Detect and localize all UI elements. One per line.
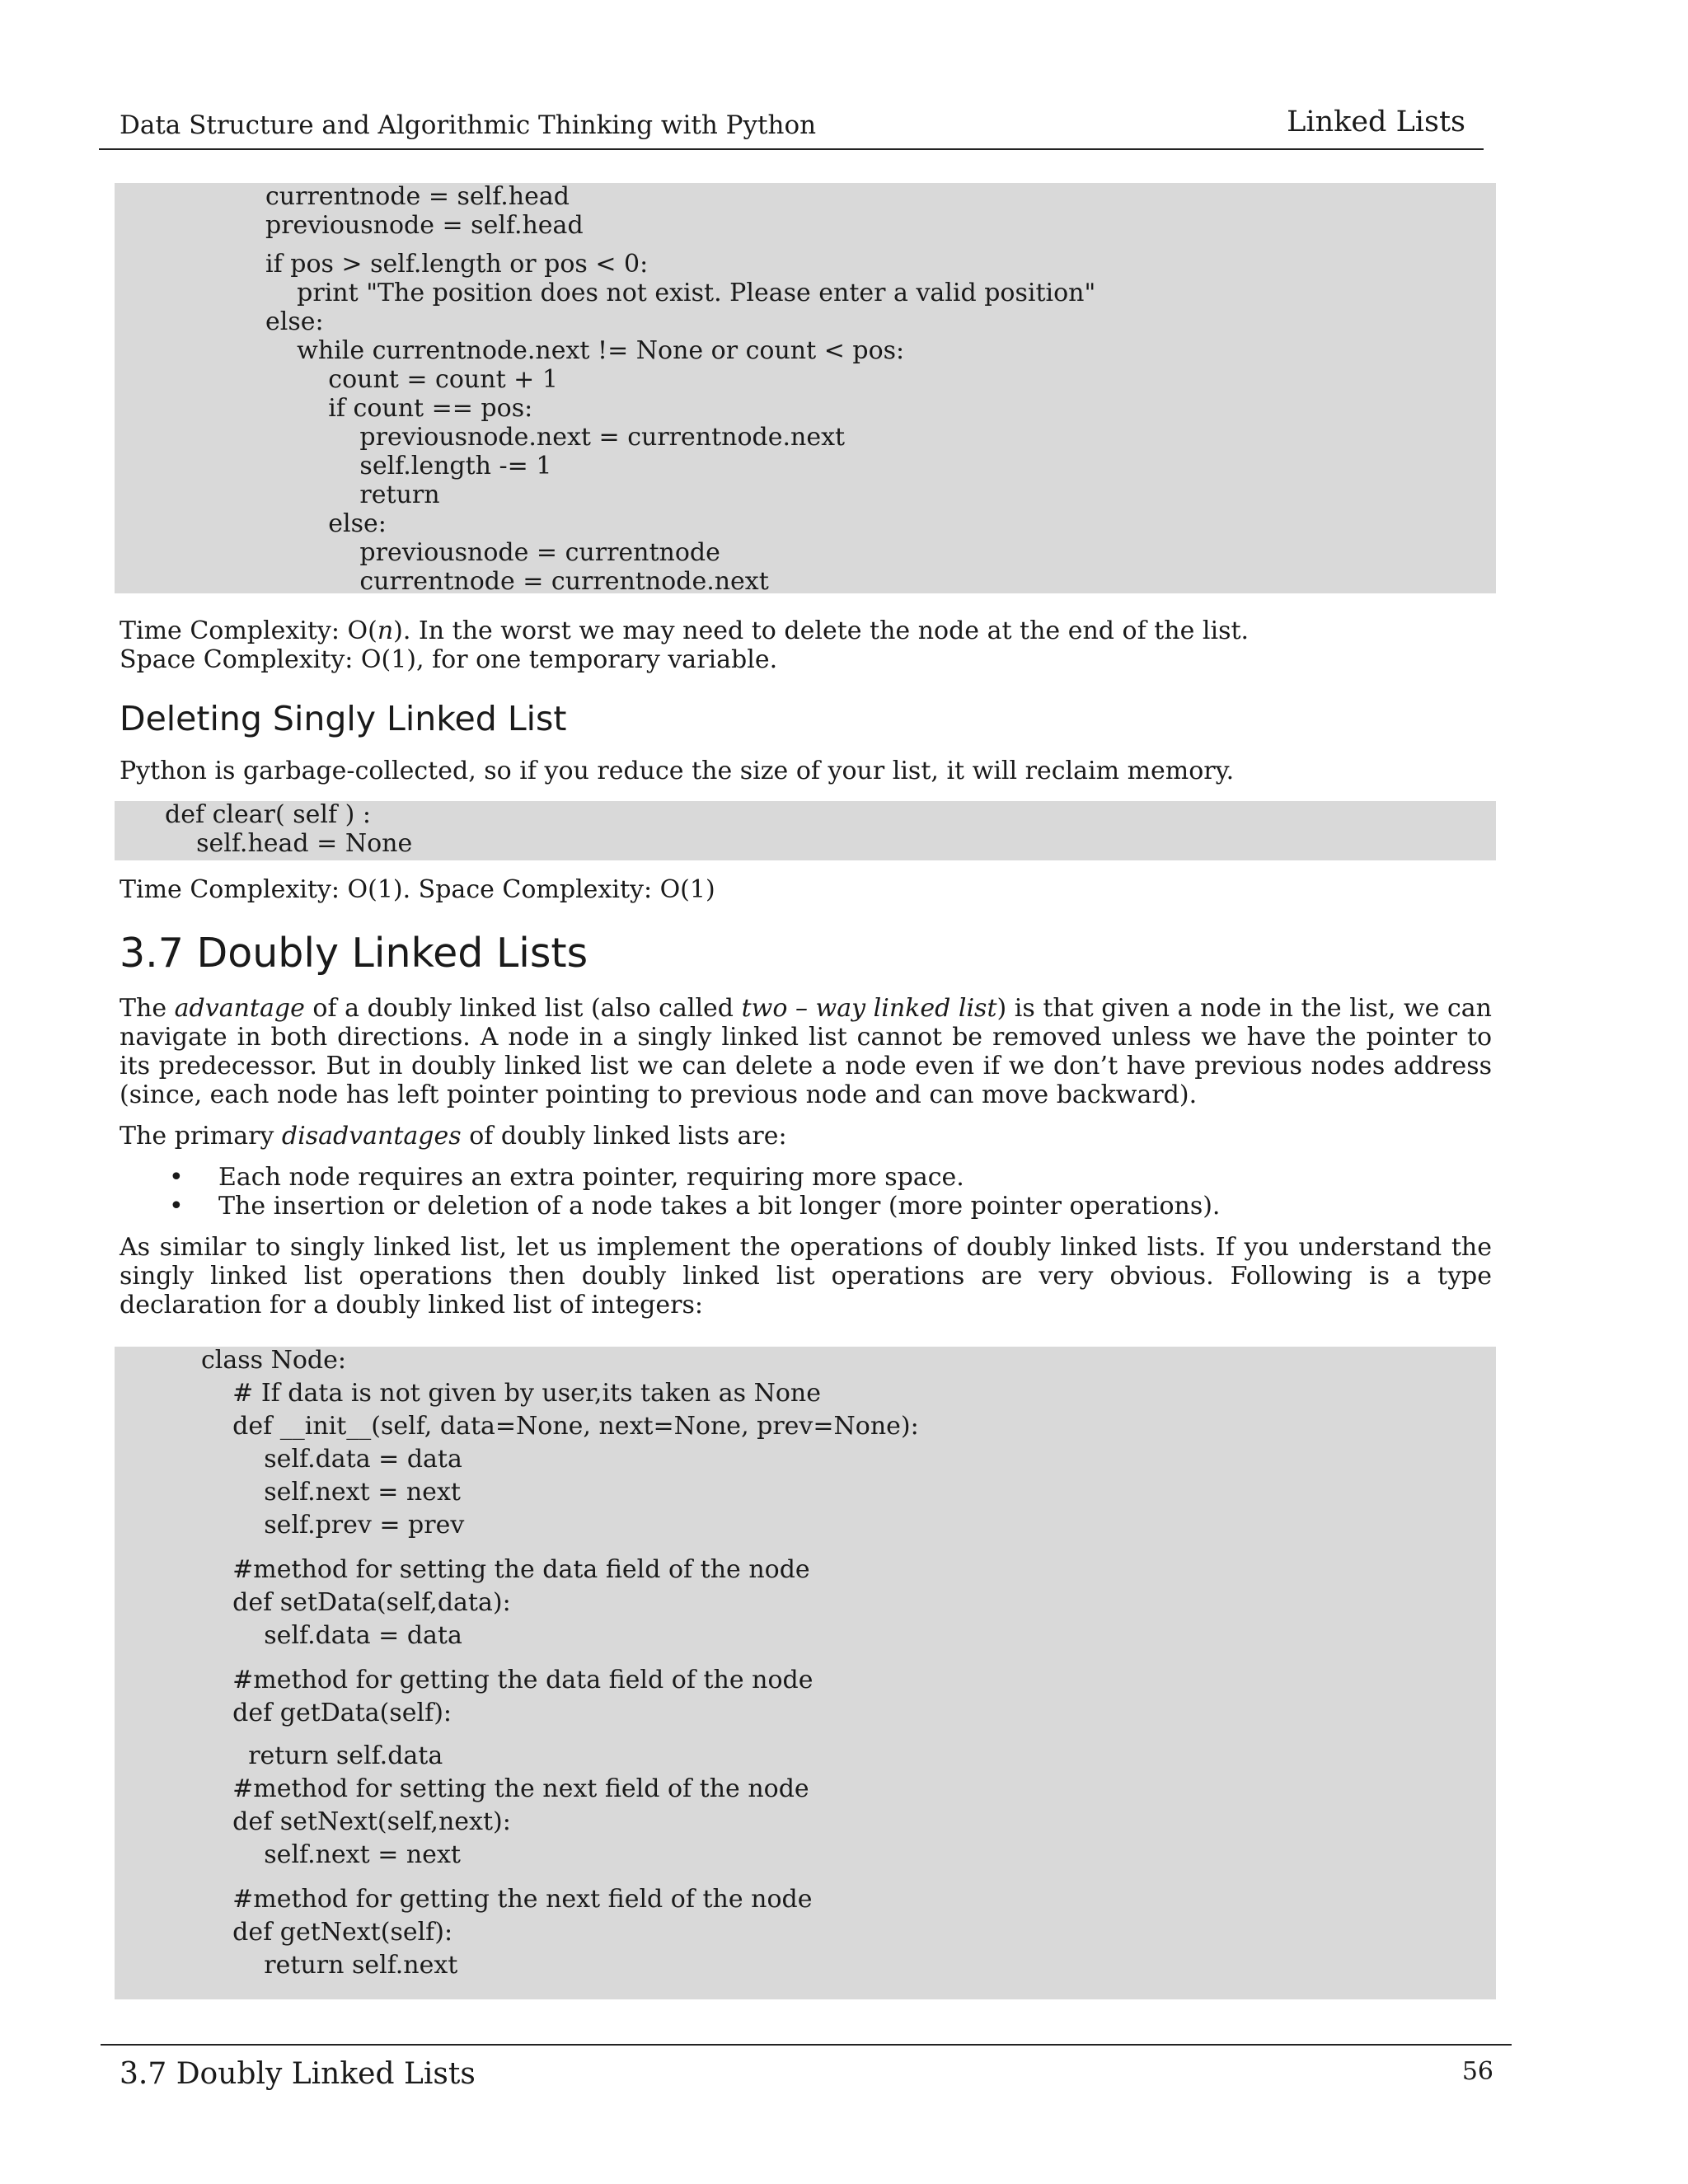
time-complexity-suffix: ). In the worst we may need to delete the node at the end of the list.	[393, 616, 1250, 645]
code-line: else:	[265, 307, 324, 336]
footer-section-title: 3.7 Doubly Linked Lists	[120, 2057, 476, 2091]
code-line: currentnode = currentnode.next	[265, 567, 769, 596]
code-line: print "The position does not exist. Please enter a valid position"	[265, 279, 1096, 307]
code-line: def getData(self):	[201, 1699, 452, 1727]
code-line: return self.next	[201, 1951, 458, 1980]
code-line: if count == pos:	[265, 394, 533, 423]
code-line: else:	[265, 509, 387, 538]
code-line: def setNext(self,next):	[201, 1807, 511, 1836]
code-line: self.next = next	[201, 1478, 461, 1507]
running-footer	[101, 2044, 1512, 2111]
clear-complexity: Time Complexity: O(1). Space Complexity: O(1)	[120, 875, 715, 904]
emphasis-two-way: two – way linked list	[741, 994, 997, 1023]
code-line: self.length -= 1	[265, 452, 552, 480]
code-line: return	[265, 480, 440, 509]
list-item	[120, 1192, 1492, 1221]
text-run: of a doubly linked list (also called	[304, 994, 742, 1023]
code-line: self.prev = prev	[201, 1511, 465, 1540]
book-title: Data Structure and Algorithmic Thinking with Python	[120, 110, 817, 140]
code-line: class Node:	[201, 1346, 346, 1375]
code-block-node-class	[115, 1347, 1496, 1999]
code-line: if pos > self.length or pos < 0:	[265, 250, 649, 279]
code-line: def __init__(self, data=None, next=None, prev=None):	[201, 1412, 919, 1441]
code-line: #method for getting the data field of the node	[201, 1666, 814, 1694]
text-run: The	[120, 994, 175, 1023]
doubly-intro	[120, 994, 1492, 1332]
doubly-paragraph-3: As similar to singly linked list, let us implement the operations of doubly linked lists. If you understand the singly linked list operations then doubly linked list operations are very obvious. Following is a type declaration for a doubly linked list of integers:	[120, 1233, 1492, 1319]
text-run: ) is that given a node in the list, we can navigate in both directions. A node in a singly linked list cannot be removed unless we have the pointer to its predecessor. But in doubly linked list we can delete a node even if we don’t have previous nodes address (since, each node has left pointer pointing to previous node and can move backward).	[120, 994, 1492, 1109]
code-line: self.data = data	[201, 1621, 462, 1650]
bullet-icon: •	[169, 1163, 184, 1192]
code-line: return self.data	[201, 1741, 443, 1770]
list-item-text: The insertion or deletion of a node takes a bit longer (more pointer operations).	[218, 1192, 1221, 1221]
code-line: self.next = next	[201, 1840, 461, 1869]
code-line: self.head = None	[165, 829, 413, 858]
code-line: #method for getting the next field of the node	[201, 1885, 813, 1914]
code-line: def clear( self ) :	[165, 800, 371, 829]
page-number: 56	[1461, 2057, 1493, 2086]
code-line: def setData(self,data):	[201, 1588, 511, 1617]
section-heading-deleting-list: Deleting Singly Linked List	[120, 699, 567, 738]
code-line: count = count + 1	[265, 365, 558, 394]
disadvantages-list	[120, 1163, 1492, 1221]
code-block-delete-position	[115, 182, 1496, 596]
space-complexity-delete: Space Complexity: O(1), for one temporary variable.	[120, 645, 778, 674]
doubly-paragraph-1	[120, 994, 1492, 1109]
code-line: # If data is not given by user,its taken as None	[201, 1379, 821, 1408]
time-complexity-delete	[120, 616, 1249, 645]
code-line: #method for setting the data field of the node	[201, 1555, 810, 1584]
code-line: self.data = data	[201, 1445, 462, 1474]
emphasis-disadvantages: disadvantages	[281, 1122, 462, 1151]
text-run: of doubly linked lists are:	[461, 1122, 787, 1151]
code-line: previousnode = self.head	[265, 211, 584, 240]
code-block-clear	[115, 801, 1496, 860]
list-item-text: Each node requires an extra pointer, requiring more space.	[218, 1163, 964, 1192]
code-line: previousnode = currentnode	[265, 538, 720, 567]
section-heading-doubly: 3.7 Doubly Linked Lists	[120, 930, 588, 977]
code-line: #method for setting the next field of the node	[201, 1774, 809, 1803]
code-line: currentnode = self.head	[265, 182, 570, 211]
time-complexity-prefix: Time Complexity: O(	[120, 616, 377, 645]
text-run: The primary	[120, 1122, 282, 1151]
deleting-list-text: Python is garbage-collected, so if you reduce the size of your list, it will reclaim memory.	[120, 757, 1235, 785]
time-complexity-var: n	[377, 616, 394, 645]
code-line: previousnode.next = currentnode.next	[265, 423, 846, 452]
bullet-icon: •	[169, 1192, 184, 1221]
list-item	[120, 1163, 1492, 1192]
code-line: def getNext(self):	[201, 1918, 453, 1947]
running-header	[99, 105, 1484, 150]
emphasis-advantage: advantage	[174, 994, 305, 1023]
code-line: while currentnode.next != None or count < pos:	[265, 336, 905, 365]
chapter-title: Linked Lists	[1287, 105, 1465, 138]
doubly-paragraph-2	[120, 1122, 1492, 1151]
